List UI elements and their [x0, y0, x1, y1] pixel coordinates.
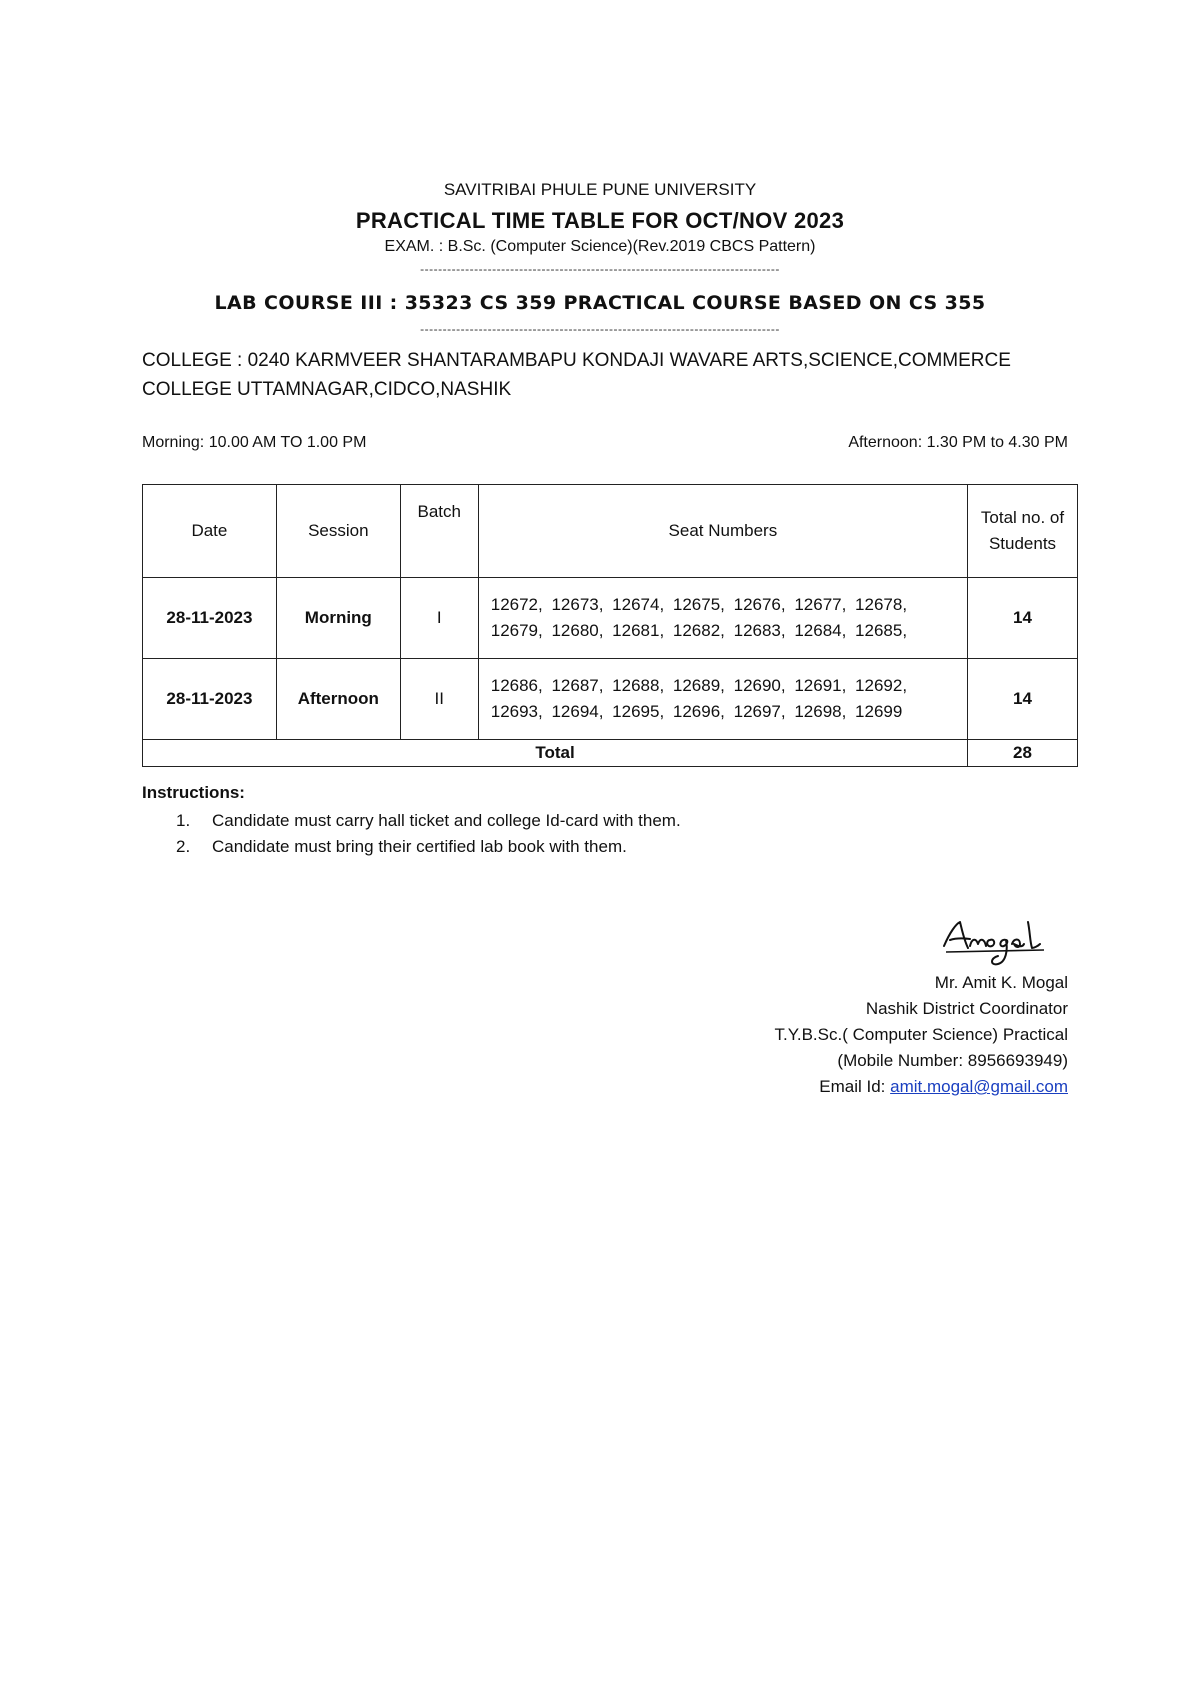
table-total-row	[143, 740, 1078, 767]
table-header-row	[143, 485, 1078, 578]
list-item	[176, 808, 681, 834]
university-name: SAVITRIBAI PHULE PUNE UNIVERSITY	[443, 180, 757, 199]
signatory-name: Mr. Amit K. Mogal	[934, 973, 1068, 992]
total-label: Total	[143, 740, 968, 767]
signature-image	[940, 912, 1050, 970]
header-session: Session	[276, 485, 400, 578]
row-date: 28-11-2023	[143, 578, 277, 659]
row-session: Morning	[276, 578, 400, 659]
email-label: Email Id:	[819, 1077, 891, 1096]
divider-bottom: --------------------------------------------------------------------------------	[420, 322, 780, 336]
header-total-students: Total no. of Students	[968, 485, 1078, 578]
lab-course-title: LAB COURSE III : 35323 CS 359 PRACTICAL COURSE BASED ON CS 355	[214, 292, 986, 314]
header-batch: Batch	[400, 485, 478, 578]
signatory-email-line	[708, 1074, 1068, 1100]
signatory-role: Nashik District Coordinator	[865, 999, 1068, 1018]
signatory-program: T.Y.B.Sc.( Computer Science) Practical	[774, 1025, 1068, 1044]
instructions-list	[176, 808, 681, 860]
morning-timing: Morning: 10.00 AM TO 1.00 PM	[142, 434, 367, 451]
college-name: COLLEGE : 0240 KARMVEER SHANTARAMBAPU KONDAJI WAVARE ARTS,SCIENCE,COMMERCE COLLEGE UTTAMNAGAR,CIDCO,NASHIK	[142, 350, 1011, 400]
exam-name: EXAM. : B.Sc. (Computer Science)(Rev.2019 CBCS Pattern)	[384, 238, 816, 255]
row-seat-numbers: 12686, 12687, 12688, 12689, 12690, 12691, 12692, 12693, 12694, 12695, 12696, 12697, 12698, 12699	[478, 659, 967, 740]
list-item-text: Candidate must bring their certified lab book with them.	[212, 837, 627, 856]
row-batch: II	[400, 659, 478, 740]
header-seat-numbers: Seat Numbers	[478, 485, 967, 578]
afternoon-timing: Afternoon: 1.30 PM to 4.30 PM	[848, 434, 1068, 451]
list-item-number: 1.	[176, 811, 191, 830]
row-session: Afternoon	[276, 659, 400, 740]
page-title: PRACTICAL TIME TABLE FOR OCT/NOV 2023	[355, 208, 845, 233]
list-item-number: 2.	[176, 837, 191, 856]
divider-top: --------------------------------------------------------------------------------	[420, 262, 780, 276]
list-item-text: Candidate must carry hall ticket and college Id-card with them.	[212, 811, 681, 830]
row-total: 14	[968, 578, 1078, 659]
total-value: 28	[968, 740, 1078, 767]
row-total: 14	[968, 659, 1078, 740]
timetable	[142, 484, 1078, 767]
row-date: 28-11-2023	[143, 659, 277, 740]
table-row	[143, 659, 1078, 740]
email-link[interactable]: amit.mogal@gmail.com	[890, 1077, 1068, 1096]
row-batch: I	[400, 578, 478, 659]
signatory-mobile: (Mobile Number: 8956693949)	[837, 1051, 1068, 1070]
instructions-heading: Instructions:	[142, 783, 245, 802]
signature-block	[708, 912, 1068, 1100]
row-seat-numbers: 12672, 12673, 12674, 12675, 12676, 12677, 12678, 12679, 12680, 12681, 12682, 12683, 12684, 12685,	[478, 578, 967, 659]
header-date: Date	[143, 485, 277, 578]
table-row	[143, 578, 1078, 659]
list-item	[176, 834, 681, 860]
